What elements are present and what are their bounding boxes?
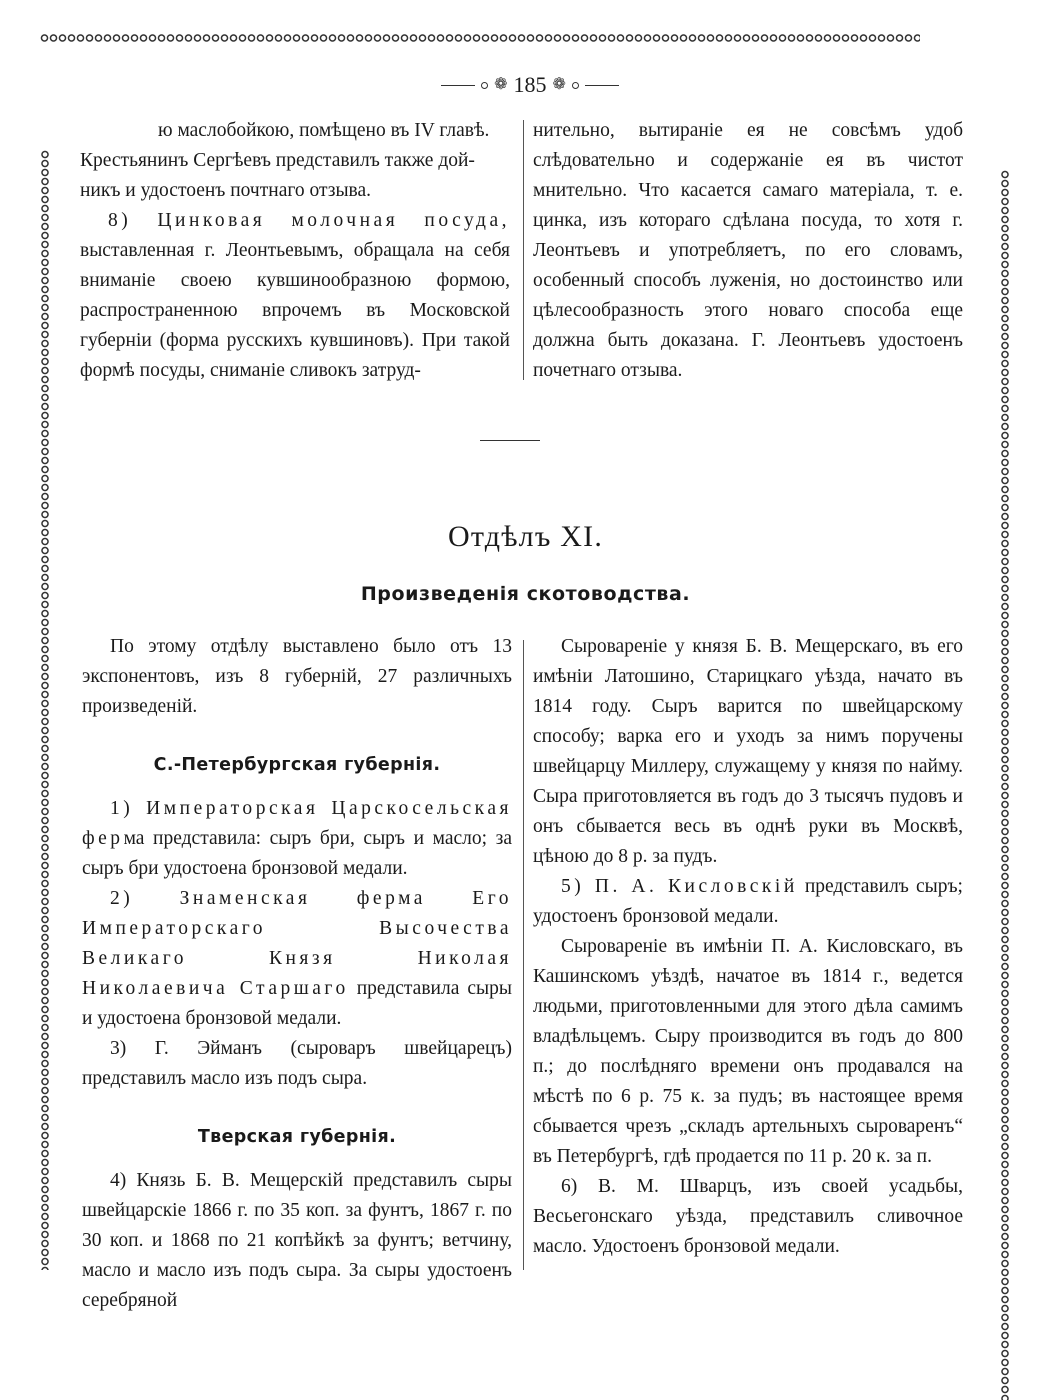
paragraph-item-6: 6) В. М. Шварцъ, изъ своей усадьбы, Весьегонскаго уѣзда, представилъ сливочное масло. Удостоенъ бронзовой медали. — [533, 1176, 963, 1257]
separator-rule — [480, 440, 540, 441]
text-line: ю маслобойкою, помѣщено въ IV главѣ. — [158, 120, 490, 141]
ornament-line — [585, 85, 619, 86]
item-lead: 8) Цинковая молочная посуда, — [108, 210, 510, 231]
text-line: Крестьянинъ Сергѣевъ представилъ также дой- — [80, 150, 475, 171]
column-divider — [523, 640, 524, 1270]
page-number: 185 — [513, 72, 547, 97]
paragraph-item-3: 3) Г. Эйманъ (сыроваръ швейцарецъ) представилъ масло изъ подъ сыра. — [82, 1038, 512, 1089]
left-column — [82, 632, 512, 1316]
paragraph-item-4: 4) Князь Б. В. Мещерскій представилъ сыры швейцарскіе 1866 г. по 35 коп. за фунтъ, 1867 г. по 30 коп. и 1868 по 21 копѣйкѣ за фунтъ; ветчину, масло и масло изъ подъ сыра. За сыры удостоенъ серебряной — [82, 1170, 512, 1311]
ornamental-border-top — [40, 32, 920, 44]
top-left-column — [80, 116, 510, 386]
column-divider — [523, 120, 524, 380]
rosette-icon: ❁ — [552, 76, 566, 93]
top-right-column — [533, 116, 963, 386]
heading-spb-province: С.-Петербургская губернія. — [153, 755, 441, 775]
ornament-dot — [481, 82, 488, 89]
paragraph: Сыровареніе въ имѣніи П. А. Кисловскаго, въ Кашинскомъ уѣздѣ, начатое въ 1814 г., ведется людьми, приготовленными для этого дѣла самимъ владѣльцемъ. Сыру производится въ годъ до 800 п.; до послѣдняго времени онъ продавался на мѣстѣ по 6 р. 75 к. за пудъ; въ настоящее время сбывается чрезъ „складъ артельныхъ сыроваренъ“ въ Петербургѣ, гдѣ продается по 11 р. 20 к. за п. — [533, 936, 963, 1167]
heading-tver-province: Тверская губернія. — [197, 1127, 397, 1147]
item-text: выставленная г. Леонтьевымъ, обращала на себя вниманіе своею кувшинообразною формою, распространенною впрочемъ въ Московской губерніи (форма русскихъ кувшиновъ). При такой формѣ посуды, сниманіе сливокъ затруд- — [80, 240, 510, 381]
paragraph: Сыровареніе у князя Б. В. Мещерскаго, въ его имѣніи Латошино, Старицкаго уѣзда, начато въ 1814 году. Сыръ варится по швейцарскому способу; варка его и уходъ за нимъ поручены швейцарцу Миллеру, служащему у князя по найму. Сыра приготовляется въ годъ до 3 тысячъ пудовъ и онъ сбывается весь въ однѣ руки въ Москвѣ, цѣною до 8 р. за пудъ. — [533, 636, 963, 867]
paragraph-item-8 — [80, 206, 510, 386]
paragraph-intro: По этому отдѣлу выставлено было отъ 13 экспонентовъ, изъ 8 губерній, 27 различныхъ произведеній. — [82, 636, 512, 717]
ornamental-border-left — [40, 150, 50, 1270]
ornamental-border-right — [1000, 170, 1010, 1400]
paragraph: нительно, вытираніе ея не совсѣмъ удоб слѣдовательно и содержаніе ея въ чистот мнительно. Что касается самаго матеріала, т. е. цинка, изъ котораго сдѣлана посуда, то хотя г. Леонтьевъ и употребляетъ, по его словамъ, особенный способъ луженія, но достоинство или цѣлесообразность этого новаго способа еще должна быть доказана. Г. Леонтьевъ удостоенъ почетнаго отзыва. — [533, 120, 963, 381]
item-lead: 5) П. А. Кисловскій — [561, 876, 798, 897]
right-column — [533, 632, 963, 1262]
item-lead: 1) Императорская Царскосельская фер — [82, 798, 512, 849]
paragraph-item-5 — [533, 872, 963, 932]
item-lead: 2) Знаменская ферма Его Императорскаго Высочества Великаго Князя Николая Николаевича Старшаго — [82, 888, 512, 999]
section-subtitle: Произведенія скотоводства. — [360, 583, 691, 605]
section-title: Отдѣлъ XI. — [447, 520, 604, 553]
item-text: ма представила: сыръ бри, сыръ и масло; за сыръ бри удостоена бронзовой медали. — [82, 828, 512, 879]
ornament-line — [441, 85, 475, 86]
item-text: представила сыры и удостоена бронзовой медали. — [82, 978, 512, 1029]
page-header — [440, 72, 620, 98]
text-line: никъ и удостоенъ почтнаго отзыва. — [80, 180, 372, 201]
paragraph-item-1 — [82, 794, 512, 884]
item-text: представилъ сыръ; удостоенъ бронзовой медали. — [533, 876, 963, 927]
rosette-icon: ❁ — [494, 76, 508, 93]
ornament-dot — [572, 82, 579, 89]
paragraph-item-2 — [82, 884, 512, 1034]
